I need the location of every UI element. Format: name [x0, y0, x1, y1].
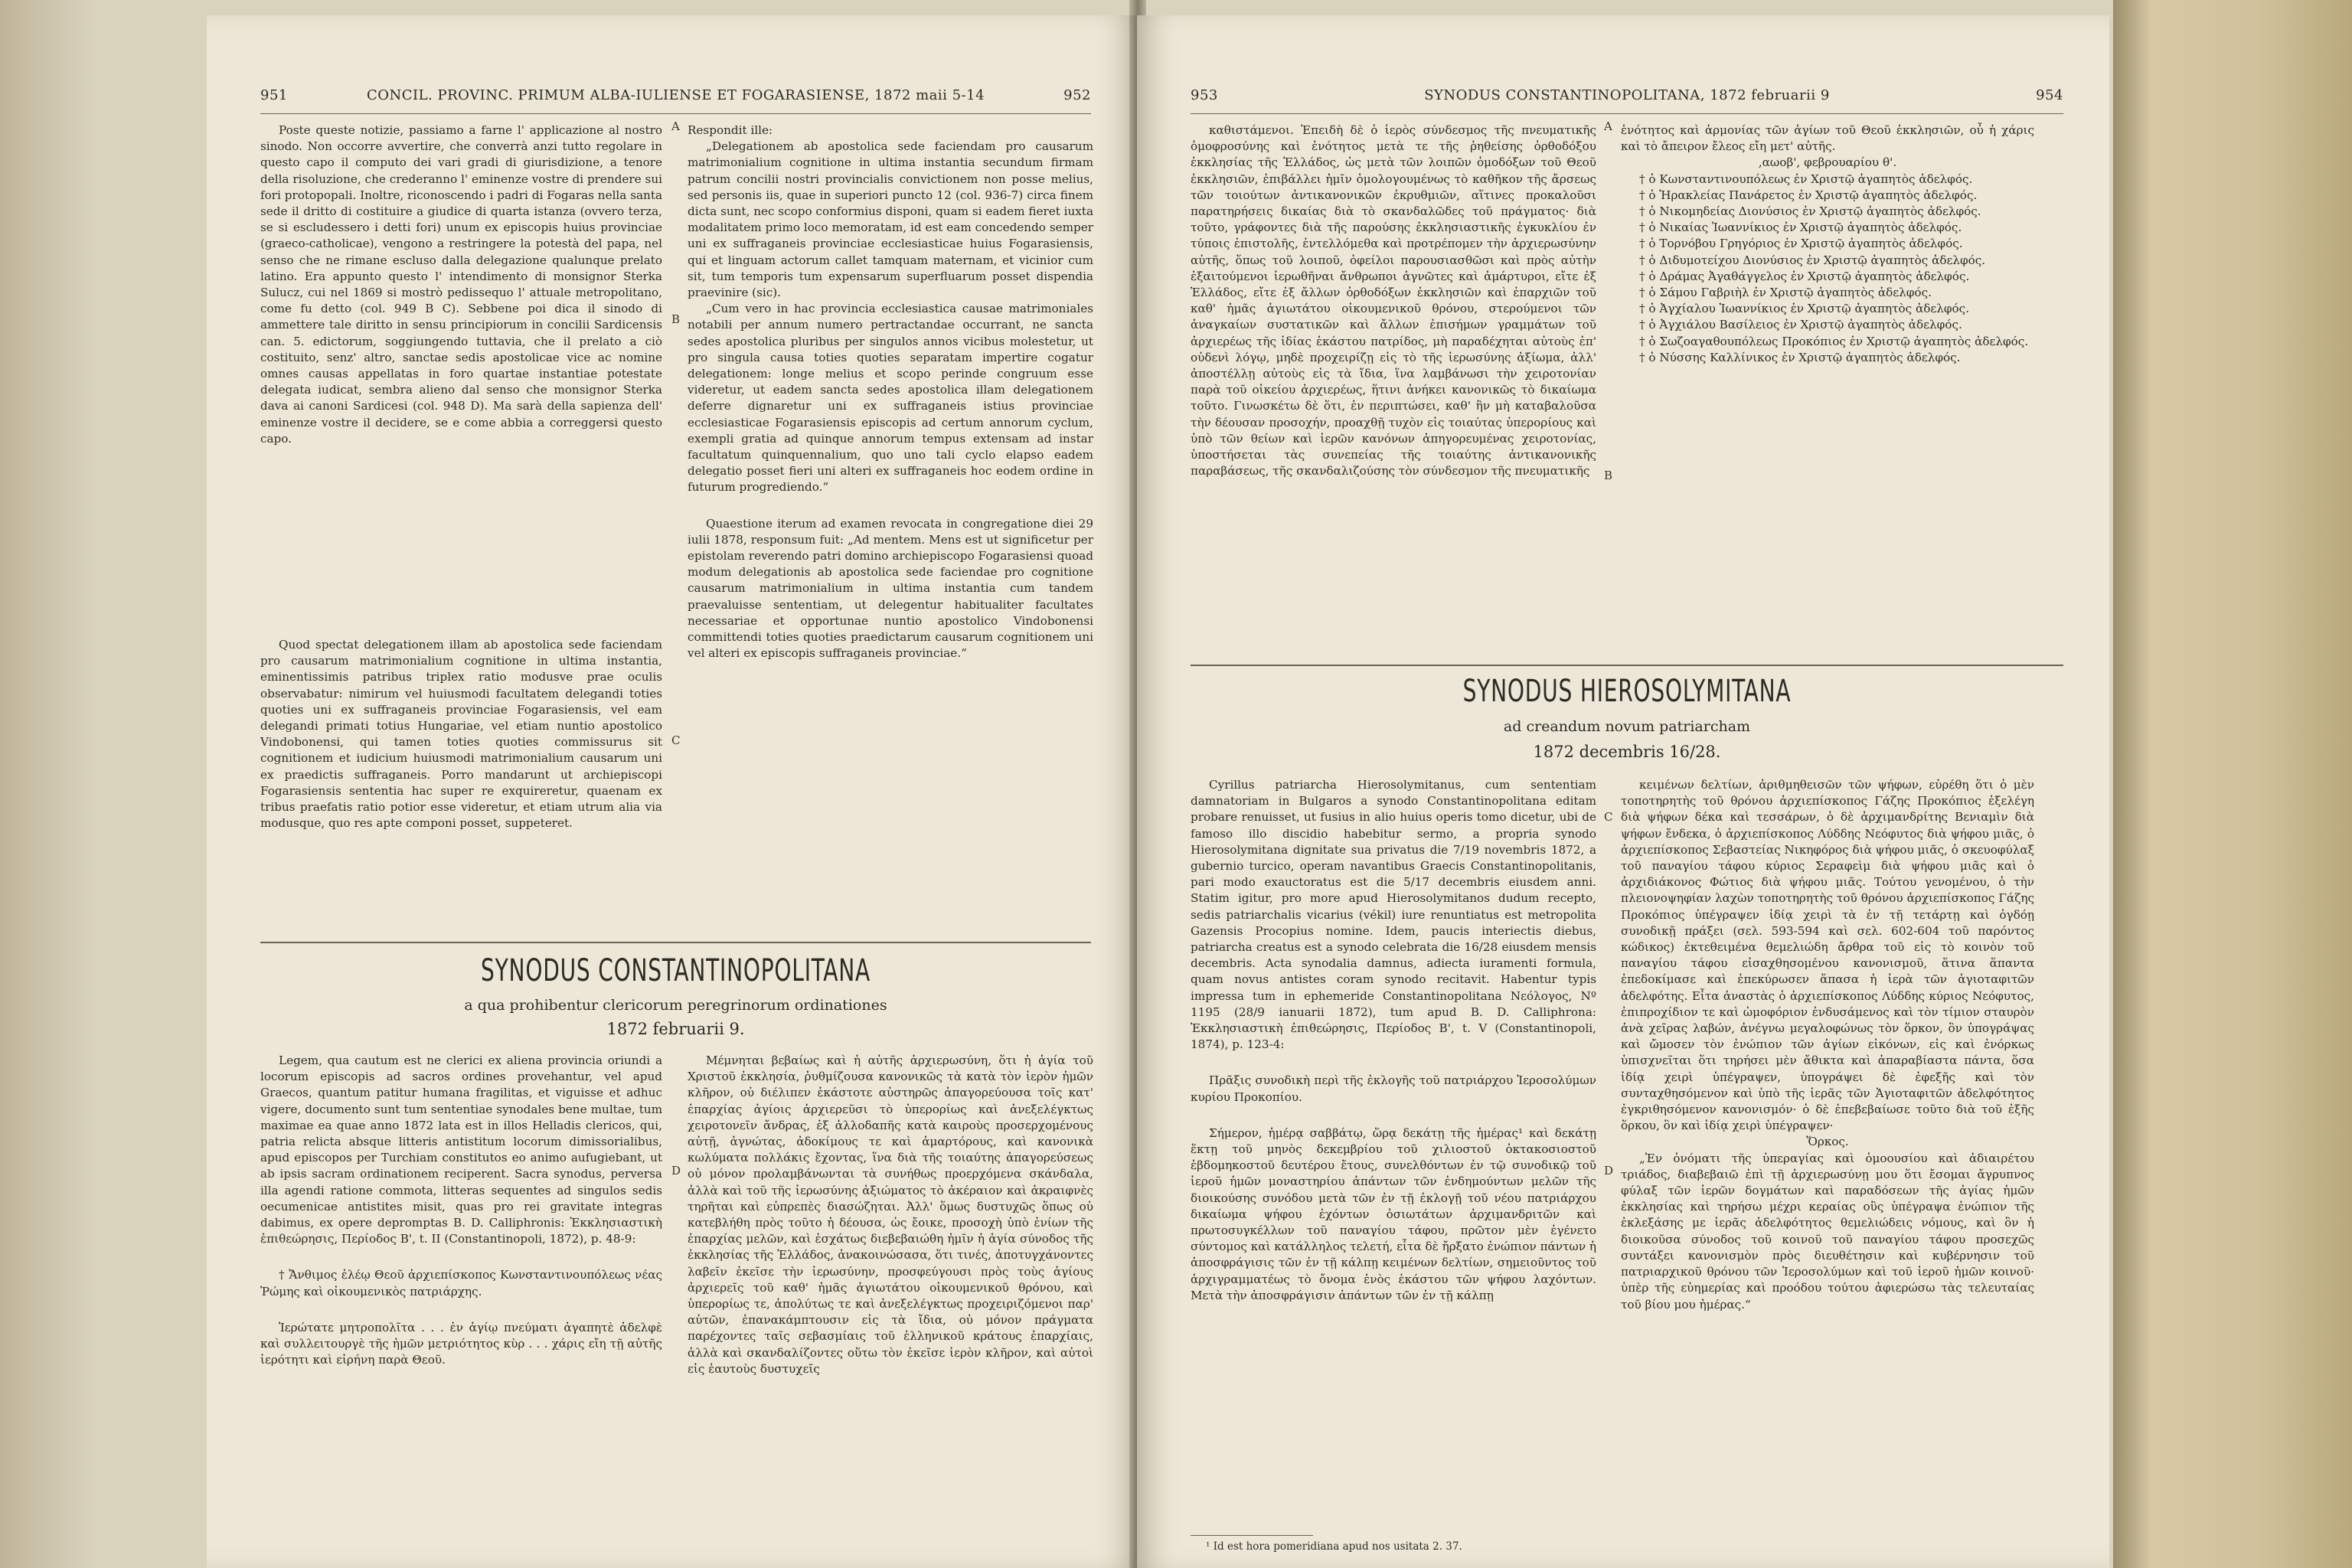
footnote: ¹ Id est hora pomeridiana apud nos usitata 2. 37. [1206, 1540, 1462, 1553]
left-page-number-b: 952 [1063, 87, 1091, 103]
signature: † ὁ Νικαίας Ἰωαννίκιος ἐν Χριστῷ ἀγαπητὸς ἀδελφός. [1639, 220, 1962, 235]
right-running-header [1191, 83, 2063, 114]
paragraph: Quaestione iterum ad examen revocata in congregatione diei 29 iulii 1878, responsum fuit: „Ad mentem. Mens est ut significetur per epistolam reverendo patri domino archiepiscopo Fogarasiensi quoad modum delegationis ab apostolica sede faciendae pro cognitione causarum matrimonialium in ultima instantia cum tandem praevaluisse sententiam, ut delegentur habitualiter facultates necessariae et opportunae nuntio apostolico Vindobonensi committendi toties quoties praedictarum causarum cognitionem uni vel alteri ex episcopis suffraganeis provinciae.“ [688, 516, 1093, 661]
left-page-number-a: 951 [260, 87, 288, 103]
signature: † ὁ Δράμας Ἀγαθάγγελος ἐν Χριστῷ ἀγαπητὸς ἀδελφός. [1639, 269, 1970, 283]
signature: † ὁ Σάμου Γαβριὴλ ἐν Χριστῷ ἀγαπητὸς ἀδελφός. [1639, 286, 1932, 300]
paragraph: Μέμνηται βεβαίως καὶ ἡ αὐτῆς ἀρχιερωσύνη, ὅτι ἡ ἁγία τοῦ Χριστοῦ ἐκκλησία, ῥυθμίζουσα κανονικῶς τὰ κατὰ τὸν ἱερὸν ἡμῶν κλῆρον, οὐ διέλιπεν ἑκάστοτε αὐστηρῶς ἀπαγορεύουσα τοῖς κατ' ἐπαρχίας ἁγίοις ἀρχιερεῦσι τὸ ὑπερορίως καὶ ἀνεξελέγκτως χειροτονεῖν ἄνδρας, ἐξ ἀλλοδαπῆς κατὰ καιροὺς προσερχομένους αὐτῇ, ἀγνώτας, ἀδοκίμους τε καὶ ἁμαρτόρους, καὶ κανονικὰ κωλύματα πολλάκις ἔχοντας, ἵνα διὰ τῆς τοιαύτης ἀπαγορεύσεως οὐ μόνον προλαμβάνωνται τὰ συνήθως προερχόμενα σκάνδαλα, ἀλλὰ καὶ τοῦ τῆς ἱερωσύνης ἀξιώματος τὸ ἀκέραιον καὶ ἀκραιφνὲς τηρῆται καὶ εὐπρεπὲς διασώζηται. Ἀλλ' ὅμως δυστυχῶς ὅπως οὐ κατεβλήθη πρὸς τοῦτο ἡ δέουσα, ὡς ἔοικε, προσοχὴ ὑπὸ ἐνίων τῆς ἐπαρχίας μελῶν, καὶ ἐσχάτως διεβεβαιώθη ἡμῖν ἡ ἁγία σύνοδος τῆς ἐκκλησίας τῆς Ἑλλάδος, ἀνακοινώσασα, ὅτι τινές, ἀποτυγχάνοντες λαβεῖν ἐκεῖσε τὴν ἱερωσύνην, προσφεύγουσι πρὸς τοὺς ἁγίους ἀρχιερεῖς τοῦ καθ' ἡμᾶς ἁγιωτάτου οἰκουμενικοῦ θρόνου, καὶ ὑπερορίως τε, ἀπολύτως τε καὶ ἀνεξελέγκτως προχειριζόμενοι παρ' αὐτῶν, ἐπανακάμπτουσιν εἰς τὰ ἴδια, οὐ μόνον πράγματα παρέχοντες ταῖς σεβασμίαις τοῦ ἑλληνικοῦ κράτους ἐπαρχίαις, ἀλλὰ καὶ σκανδαλίζοντες οὕτω τὸν ἐκεῖσε ἱερὸν κλῆρον, καὶ αὐτοὶ εἰς ἑαυτοὺς δυστυχεῖς [688, 1054, 1093, 1376]
signature: † ὁ Διδυμοτείχου Διονύσιος ἐν Χριστῷ ἀγαπητὸς ἀδελφός. [1639, 253, 1986, 267]
section-date: 1872 decembris 16/28. [1533, 743, 1721, 761]
margin-marker-a: A [1604, 119, 1612, 133]
left-col2-bottom [688, 1053, 1093, 1377]
right-page-number-b: 954 [2036, 87, 2063, 103]
right-page-number-a: 953 [1191, 87, 1218, 103]
section-title: SYNODUS CONSTANTINOPOLITANA [481, 953, 871, 988]
signature: † ὁ Νύσσης Καλλίνικος ἐν Χριστῷ ἀγαπητὸς ἀδελφός. [1639, 350, 1961, 364]
right-col2-bottom [1621, 777, 2034, 1313]
margin-marker-b: B [1604, 469, 1613, 482]
section-subtitle: ad creandum novum patriarcham [1503, 718, 1751, 735]
oath-heading: Ὅρκος. [1806, 1135, 1849, 1149]
left-col2-top [688, 122, 1093, 662]
paragraph: Poste queste notizie, passiamo a farne l' applicazione al nostro sinodo. Non occorre avvertire, che converrà anzi tutto regolare in questo capo il computo dei vari gradi di giurisdizione, a tenore della risoluzione, che crederanno l' eminenze vostre di prendere sui fori protopopali. Inoltre, riconoscendo i padri di Fogaras nella santa sede il dritto di costituire a giudice di quarta istanza (ovvero terza, se si escludessero i detti fori) unum ex episcopis huius provinciae (graeco-catholicae), vengono a restringere la potestà del papa, nel senso che ne rimane escluso dalla delegazione qualunque prelato latino. Era appunto questo l' intendimento di monsignor Sterka Sulucz, cui nel 1869 si mostrò pedissequo l' attuale metropolitano, come fu detto (col. 949 B C). Sebbene poi dica il sinodo di ammettere tale diritto in sensu principiorum in concilii Sardicensis can. 5. edictorum, soggiungendo tuttavia, che il prelato a ciò costituito, senz' altro, sanctae sedis apostolicae vice ac nomine omnes causas appellatas in foro quartae instantiae potestate delegata iudicat, sembra alieno dal senso che monsignor Sterka dava ai canoni Sardicesi (col. 948 D). Ma sarà della sapienza dell' eminenze vostre il decidere, se e come abbia a correggersi questo capo. [260, 123, 662, 446]
left-col1-mid [260, 637, 662, 831]
signature: † ὁ Ἀγχιάλου Βασίλειος ἐν Χριστῷ ἀγαπητὸς ἀδελφός. [1639, 318, 1962, 332]
paragraph: καθιστάμενοι. Ἐπειδὴ δὲ ὁ ἱερὸς σύνδεσμος τῆς πνευματικῆς ὁμοφροσύνης καὶ ἑνότητος μετὰ τε τῆς ῥηθείσης ὀρθοδόξου ἐκκλησίας τῆς Ἑλλάδος, ὡς μετὰ τῶν λοιπῶν ὁμοδόξων τοῦ Θεοῦ ἐκκλησιῶν, ἐπιβάλλει ἡμῖν ὁμολογουμένως τὸ καθῆκον τῆς ἄρσεως τῶν τοιούτων ἀντικανονικῶν ἐκρυθμιῶν, αἵτινες προκαλοῦσι παρατηρήσεις δικαίας διὰ τὸ σκανδαλῶδες τοῦ πράγματος· διὰ τοῦτο, γράφοντες διὰ τῆς παρούσης ἐκκλησιαστικῆς ἐγκυκλίου ἐν τύποις ἐπιστολῆς, ἐντελλόμεθα καὶ προτρέπομεν τὴν ἀρχιερωσύνην αὐτῆς, ὅπως τοῦ λοιποῦ, ὀφείλοι παρουσιασθῶσι καὶ πρὸς αὐτὴν ἐξαιτούμενοι ἱερωθῆναι ἄνθρωποι ἀγνῶτες καὶ ἀμάρτυροι, εἴτε ἐξ Ἑλλάδος, εἴτε ἐξ ἄλλων ὀρθοδόξων ἐκκλησιῶν καὶ ἐπαρχιῶν τοῦ καθ' ἡμᾶς ἁγιωτάτου οἰκουμενικοῦ θρόνου, στερούμενοι τῶν ἀναγκαίων συστατικῶν καὶ ἄλλων ἐπισήμων γραμμάτων τοῦ ἀρχιερέως τῆς ἰδίας ἑκάστου πατρίδος, μὴ παραδέχηται αὐτοὺς ἐπ' οὐδενὶ λόγῳ, μηδὲ προχειρίζῃ εἰς τὸ τῆς ἱερωσύνης ἀξίωμα, ἀλλ' ἀποστέλλῃ αὐτοὺς εἰς τὰ ἴδια, ἵνα λαμβάνωσι τὴν χειροτονίαν παρὰ τοῦ οἰκείου ἀρχιερέως, ἥτινι ἀνήκει κανονικῶς τὸ δικαίωμα τοῦτο. Γινωσκέτω δὲ ὅτι, ἐν περιπτώσει, καθ' ἣν μὴ καταβαλοῦσα τὴν δέουσαν προσοχήν, προαχθῇ τυχὸν εἰς τοιαύτας ὑπερορίους καὶ ὑπὸ τῶν θείων καὶ ἱερῶν κανόνων ἀπηγορευμένας χειροτονίας, ὑποστήσεται τὰς συνεπείας τῆς τοιαύτης ἀντικανονικῆς παραβάσεως, τῆς σκανδαλιζούσης τὸν σύνδεσμον τῆς πνευματικῆς [1191, 123, 1596, 479]
section-subtitle: a qua prohibentur clericorum peregrinorum ordinationes [464, 997, 887, 1014]
margin-marker-b: B [671, 312, 681, 326]
margin-marker-c: C [1604, 810, 1613, 824]
footnote-rule [1191, 1535, 1313, 1536]
right-col1-bottom [1191, 777, 1596, 1304]
margin-marker-c: C [671, 733, 681, 747]
right-page [1137, 15, 2109, 1568]
section-divider [260, 942, 1091, 943]
paragraph: „Cum vero in hac provincia ecclesiastica causae matrimoniales notabili per annum numero pertractandae occurrant, ne sancta sedes apostolica pluribus per singulos annos vicibus molestetur, ut pro singula causa toties quoties separatam impertire cogatur delegationem: longe melius et scopo perinde congruum esse videretur, ut eadem sancta sedes apostolica illam delegationem deferre dignaretur uni ex suffraganeis istius provinciae ecclesiasticae Fogarasiensis episcopis ad certum annorum cyclum, exempli gratia ad quinque annorum tempus extensam ad instar facultatum quinquennalium, quo uno tali cyclo elapso eadem delegatio posset fieri uni alteri ex suffraganeis hoc eodem ordine in futurum progrediendo.“ [688, 302, 1093, 495]
right-header-title: SYNODUS CONSTANTINOPOLITANA, 1872 februarii 9 [1424, 87, 1830, 103]
right-col2-top [1621, 122, 2034, 366]
section-date: 1872 februarii 9. [606, 1020, 745, 1038]
acta-heading: Πρᾶξις συνοδικὴ περὶ τῆς ἐκλογῆς τοῦ πατριάρχου Ἱεροσολύμων κυρίου Προκοπίου. [1191, 1073, 1596, 1104]
left-running-header [260, 83, 1091, 114]
paragraph: Respondit ille: [688, 123, 773, 137]
left-header-title: CONCIL. PROVINC. PRIMUM ALBA-IULIENSE ET FOGARASIENSE, 1872 maii 5-14 [366, 87, 985, 103]
section-divider [1191, 665, 2063, 666]
margin-marker-d: D [1604, 1164, 1614, 1178]
paragraph: „Delegationem ab apostolica sede faciendam pro causarum matrimonialium cognitione in ultima instantia secundum firmam patrum concilii nostri provincialis convictionem non posse melius, sed personis iis, quae in superiori puncto 12 (col. 936-7) circa finem dicta sunt, nec scopo conformius disponi, quam si eadem fieret iuxta modalitatem primo loco memoratam, id est eam concedendo semper uni ex suffraganeis provinciae ecclesiasticae huius Fogarasiensis, qui et linguam actorum callet tamquam maternam, et vicinior cum sit, tum temporis tum expensarum superfluarum posset dispendia praevinire (sic). [688, 139, 1093, 300]
signature: † ὁ Ἀγχίαλου Ἰωαννίκιος ἐν Χριστῷ ἀγαπητὸς ἀδελφός. [1639, 302, 1970, 316]
paragraph: ἑνότητος καὶ ἁρμονίας τῶν ἁγίων τοῦ Θεοῦ ἐκκλησιῶν, οὗ ἡ χάρις καὶ τὸ ἄπειρον ἔλεος εἴη μετ' αὐτῆς. [1621, 123, 2034, 154]
signature: † ὁ Ἡρακλείας Πανάρετος ἐν Χριστῷ ἀγαπητὸς ἀδελφός. [1639, 188, 1978, 202]
signature: † ὁ Τορνόβου Γρηγόριος ἐν Χριστῷ ἀγαπητὸς ἀδελφός. [1639, 237, 1963, 251]
book-cover-edge [2113, 0, 2352, 1568]
signature-list [1621, 172, 2034, 366]
paragraph: Σήμερον, ἡμέρᾳ σαββάτῳ, ὥρᾳ δεκάτῃ τῆς ἡμέρας¹ καὶ δεκάτῃ ἕκτῃ τοῦ μηνὸς δεκεμβρίου τοῦ χιλιοστοῦ ὀκτακοσιοστοῦ ἑβδομηκοστοῦ δευτέρου ἔτους, συνελθόντων ἐν τῷ συνοδικῷ τοῦ ἱεροῦ ἡμῶν μοναστηρίου ἁπάντων τῶν ἐνδημούντων μελῶν τῆς διοικούσης συνόδου μετὰ τῶν ἐν τῇ ἐκλογῇ τοῦ νέου πατριάρχου δικαίωμα ψήφου ἐχόντων ὁσιωτάτων ἀρχιμανδριτῶν καὶ πρωτοσυγκέλλων τοῦ παναγίου τάφου, πρῶτον μὲν ἐγένετο σύντομος καὶ κατάλληλος τελετή, εἶτα δὲ ἤρξατο ἐνώπιον πάντων ἡ ἀποσφράγισις τῶν ἐν τῇ κάλπῃ κειμένων δελτίων, σημειοῦντος τοῦ ἀρχιγραμματέως τὸ ὄνομα ἑνὸς ἑκάστου τῶν ψήφου λαχόντων. Μετὰ τὴν ἀποσφράγισιν ἁπάντων τῶν ἐν τῇ κάλπῃ [1191, 1125, 1596, 1302]
paragraph: Cyrillus patriarcha Hierosolymitanus, cum sententiam damnatoriam in Bulgaros a synodo Constantinopolitana editam probare renuisset, ut fusius in alio huius operis tomo dicetur, ubi de famoso illo discidio habebitur sermo, a propria synodo Hierosolymitana dignitate sua privatus die 7/19 novembris 1872, a gubernio turcico, operam navantibus Graecis Constantinopolitanis, pari modo exauctoratus est die 5/17 decembris eiusdem anni. Statim igitur, pro more apud Hierosolymitanos dudum recepto, sedis patriarchalis vicarius (vékil) iure renuntiatus est metropolita Gazensis Procopius nomine. Idem, paucis interiectis diebus, patriarcha creatus est a synodo celebrata die 16/28 eiusdem mensis decembris. Acta synodalia damnus, adiecta iuramenti formula, quam novus antistes coram synodo recitavit. Habentur typis impressa tum in ephemeride Constantinopolitana Νεόλογος, Nº 1195 (28/9 ianuarii 1872), tum apud B. D. Calliphrona: Ἐκκλησιαστικὴ ἐπιθεώρησις, Περίοδος Β', t. V (Constantinopoli, 1874), p. 123-4: [1191, 778, 1596, 1052]
right-col1-top [1191, 122, 1596, 479]
signature: † ὁ Νικομηδείας Διονύσιος ἐν Χριστῷ ἀγαπητὸς ἀδελφός. [1639, 204, 1981, 219]
left-col1-bottom [260, 1053, 662, 1368]
date-line: ,αωοβ', φεβρουαρίου θ'. [1758, 155, 1897, 170]
paragraph: „Ἐν ὀνόματι τῆς ὑπεραγίας καὶ ὁμοουσίου καὶ ἀδιαιρέτου τριάδος, διαβεβαιῶ ἐπὶ τῇ ἀρχιερωσύνῃ μου ὅτι ἔσομαι ἄγρυπνος φύλαξ τῶν ἱερῶν δογμάτων καὶ παραδόσεων τῆς ἁγίας ἡμῶν ἐκκλησίας καὶ τηρήσω μέχρι κεραίας οὓς ὑπέγραψα ἐνώπιον τῆς ἐκλεξάσης με ἱερᾶς ἀδελφότητος θεμελιώδεις νόμους, καὶ ὃν ἡ διοικοῦσα σύνοδος τοῦ κοινοῦ τοῦ παναγίου τάφου προσεχῶς συντάξει κανονισμὸν πρὸς διευθέτησιν καὶ κυβέρνησιν τοῦ πατριαρχικοῦ θρόνου τῶν Ἱεροσολύμων καὶ τοῦ ἱεροῦ ἡμῶν κοινοῦ· ὑπὲρ τῆς εὐημερίας καὶ προόδου τούτου ἀφιερώσω τὰς τελευταίας τοῦ βίου μου ἡμέρας.“ [1621, 1151, 2034, 1312]
signature: † ὁ Σωζοαγαθουπόλεως Προκόπιος ἐν Χριστῷ ἀγαπητὸς ἀδελφός. [1639, 334, 2029, 348]
paragraph: Ἱερώτατε μητροπολῖτα . . . ἐν ἁγίῳ πνεύματι ἀγαπητὲ ἀδελφὲ καὶ συλλειτουργὲ τῆς ἡμῶν μετριότητος κὺρ . . . χάρις εἴη τῇ αὐτῆς ἱερότητι καὶ εἰρήνη παρὰ Θεοῦ. [260, 1320, 662, 1367]
paragraph: † Ἄνθιμος ἐλέῳ Θεοῦ ἀρχιεπίσκοπος Κωνσταντινουπόλεως νέας Ῥώμης καὶ οἰκουμενικὸς πατριάρχης. [260, 1268, 662, 1298]
paragraph: κειμένων δελτίων, ἀριθμηθεισῶν τῶν ψήφων, εὑρέθη ὅτι ὁ μὲν τοποτηρητὴς τοῦ θρόνου ἀρχιεπίσκοπος Γάζης Προκόπιος ἐξελέγη διὰ ψήφων δέκα καὶ τεσσάρων, ὁ δὲ ἀρχιμανδρίτης Βενιαμὶν διὰ ψήφων ἔνδεκα, ὁ ἀρχιεπίσκοπος Λύδδης Νεόφυτος διὰ ψήφου μιᾶς, ὁ ἀρχιεπίσκοπος Σεβαστείας Νικηφόρος διὰ ψήφου μιᾶς, ὁ σκευοφύλαξ τοῦ παναγίου τάφου κύριος Σεραφεὶμ διὰ ψήφου μιᾶς καὶ ὁ ἀρχιδιάκονος Φώτιος διὰ ψήφου μιᾶς. Τούτου γενομένου, ὁ τὴν πλειονοψηφίαν λαχὼν τοποτηρητὴς τοῦ θρόνου ἀρχιεπίσκοπος Γάζης Προκόπιος ὑπέγραψεν ἰδίᾳ χειρὶ τὰ ἐν τῇ τετάρτῃ καὶ ὀγδόῃ συνοδικῇ πράξει (σελ. 593-594 καὶ σελ. 602-604 τοῦ παρόντος κώδικος) ἐκτεθειμένα θεμελιώδη ἄρθρα τοῦ εἰς τὸ κοινὸν τοῦ παναγίου τάφου εἰσαχθησομένου κανονισμοῦ, ἅτινα ἅπαντα ἐπεδοκίμασε καὶ ἐπεκύρωσεν ἅπασα ἡ ἱερὰ τῶν ἁγιοταφιτῶν ἀδελφότης. Εἶτα ἀναστὰς ὁ ἀρχιεπίσκοπος Λύδδης κύριος Νεόφυτος, ἐπιπροχίδιον τε καὶ ὡμοφόριον ἐνδυσάμενος καὶ τὸν τίμιον σταυρὸν ἀνὰ χεῖρας λαβών, ἀνέγνω μεγαλοφώνως τὸν ὅρκον, ὃν ὑπογράψας καὶ ὤμοσεν τὸν ἐνώπιον τῶν ἁγίων εἰκόνων, εἰς καὶ ἐνόρκως ὑπισχνεῖται ὅτι τηρήσει μὲν ἄθικτα καὶ ἀπαραβίαστα πάντα, ὅσα ἰδίᾳ χειρὶ ὑπέγραψεν, ὑπογράψει δὲ ἐφεξῆς καὶ τὸν συνταχθησόμενον καὶ ὑπὸ τῆς ἱερᾶς τῶν Ἁγιοταφιτῶν ἀδελφότητος ἐγκριθησόμενον κανονισμόν· ὁ δὲ ἐπεβεβαίωσε τοῦτο διὰ τοῦ ἐξῆς ὅρκου, ὃν καὶ ἰδίᾳ χειρὶ ὑπέγραψεν· [1621, 778, 2034, 1133]
margin-marker-a: A [671, 119, 680, 133]
left-page [207, 15, 1137, 1568]
paragraph: Quod spectat delegationem illam ab apostolica sede faciendam pro causarum matrimonialium cognitione in ultima instantia, eminentissimis patribus triplex ratio modusve prae oculis observabatur: nimirum vel huiusmodi facultatem delegandi toties quoties uni ex suffraganeis provinciae Fogarasiensis, vel eam delegandi primati totius Hungariae, vel etiam nuntio apostolico Vindobonensi, qui tamen toties quoties commissurus sit cognitionem et iudicium huiusmodi matrimonialium causarum uni ex praedictis suffraganeis. Porro mandarunt ut archiepiscopi Fogarasiensis sententia hac super re exquireretur, quaenam ex tribus praefatis ratio potior esse videretur, et etiam utrum alia via modusque, quo res apte componi posset, suppeteret. [260, 638, 662, 831]
paragraph: Legem, qua cautum est ne clerici ex aliena provincia oriundi a locorum episcopis ad sacros ordines provehantur, vel apud Graecos, quantum patitur humana fragilitas, et viguisse et adhuc vigere, documento sunt tum sententiae synodales bene multae, tum maximae ea quae anno 1872 lata est in illos Helladis clericos, qui, patria relicta absque litteris antistitum locorum dimissorialibus, apud episcopos per Turchiam constitutos eo animo aufugiebant, ut ab ipsis sacram ordinationem reciperent. Sacra synodus, perversa illa agendi ratione commota, litteras sequentes ad singulos sedis oecumenicae antistites misit, quas pro rei gravitate integras dabimus, ex opere depromptas B. D. Calliphronis: Ἐκκλησιαστικὴ ἐπιθεώρησις, Περίοδος Β', t. II (Constantinopoli, 1872), p. 48-9: [260, 1054, 662, 1246]
section-title: SYNODUS HIEROSOLYMITANA [1462, 674, 1792, 709]
margin-marker-d: D [671, 1164, 681, 1178]
signature: † ὁ Κωνσταντινουπόλεως ἐν Χριστῷ ἀγαπητὸς ἀδελφός. [1639, 172, 1973, 186]
left-col1-top [260, 122, 662, 447]
